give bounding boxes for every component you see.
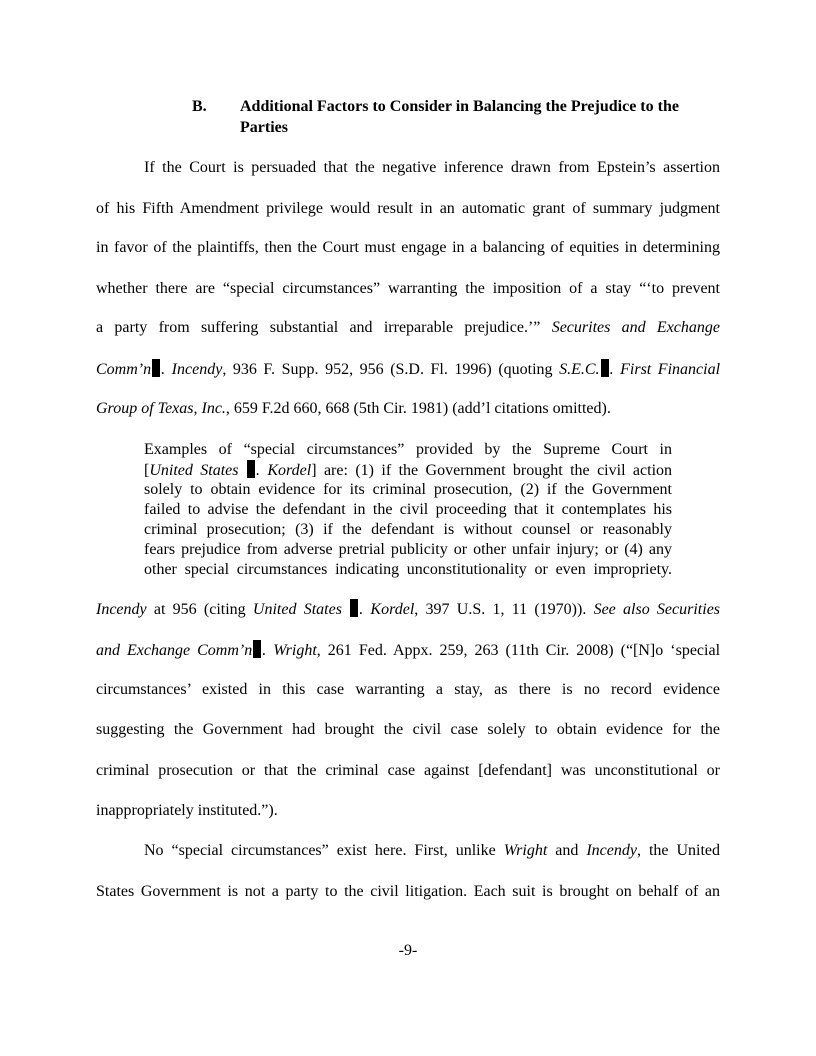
- paragraph-line: a party from suffering substantial and irreparable prejudice.’” Securites and Exchange: [96, 319, 721, 336]
- case-name: Securites and Exchange: [551, 319, 721, 336]
- blockquote-line: solely to obtain evidence for its criminal prosecution, (2) if the Government: [144, 481, 672, 498]
- blockquote-line: Examples of “special circumstances” provided by the Supreme Court in: [144, 441, 672, 458]
- paragraph-line: of his Fifth Amendment privilege would result in an automatic grant of summary judgment: [96, 200, 720, 217]
- paragraph-line: Incendy at 956 (citing United States . Kordel, 397 U.S. 1, 11 (1970)). See also Securities: [96, 601, 721, 618]
- redaction-bar: [601, 359, 609, 377]
- paragraph-line: in favor of the plaintiffs, then the Court must engage in a balancing of equities in determining: [96, 239, 720, 256]
- blockquote-line: other special circumstances indicating unconstitutionality or even impropriety.: [144, 561, 672, 578]
- paragraph-line: Group of Texas, Inc., 659 F.2d 660, 668 (5th Cir. 1981) (add’l citations omitted).: [96, 400, 611, 417]
- page-number: -9-: [398, 942, 418, 959]
- paragraph-line: inappropriately instituted.”).: [96, 802, 278, 819]
- blockquote-line: failed to advise the defendant in the civil proceeding that it contemplates his: [144, 501, 672, 518]
- paragraph-line: suggesting the Government had brought the civil case solely to obtain evidence for the: [96, 721, 720, 738]
- redaction-bar: [350, 599, 358, 617]
- paragraph-line: and Exchange Comm’n . Wright, 261 Fed. Appx. 259, 263 (11th Cir. 2008) (“[N]o ‘special: [96, 642, 721, 659]
- paragraph-line: criminal prosecution or that the criminal case against [defendant] was unconstitutional or: [96, 762, 720, 779]
- paragraph-line: States Government is not a party to the civil litigation. Each suit is brought on behalf of an: [96, 883, 720, 900]
- redaction-bar: [152, 359, 160, 377]
- paragraph-line: whether there are “special circumstances” warranting the imposition of a stay “‘to prevent: [96, 280, 720, 297]
- redaction-bar: [253, 640, 261, 658]
- blockquote-line: criminal prosecution; (3) if the defendant is without counsel or reasonably: [144, 521, 672, 538]
- paragraph-line: Comm’n . Incendy, 936 F. Supp. 952, 956 (S.D. Fl. 1996) (quoting S.E.C. . First Financial: [96, 361, 721, 378]
- paragraph-line: If the Court is persuaded that the negative inference drawn from Epstein’s assertion: [144, 159, 720, 176]
- paragraph-line: No “special circumstances” exist here. First, unlike Wright and Incendy, the United: [144, 842, 721, 859]
- section-title: Additional Factors to Consider in Balancing the Prejudice to the Parties: [240, 98, 679, 136]
- blockquote-line: [United States . Kordel] are: (1) if the Government brought the civil action: [144, 462, 673, 479]
- blockquote-line: fears prejudice from adverse pretrial publicity or other unfair injury; or (4) any: [144, 541, 672, 558]
- redaction-bar: [247, 460, 255, 478]
- section-number: B.: [192, 98, 207, 115]
- paragraph-line: circumstances’ existed in this case warranting a stay, as there is no record evidence: [96, 681, 720, 698]
